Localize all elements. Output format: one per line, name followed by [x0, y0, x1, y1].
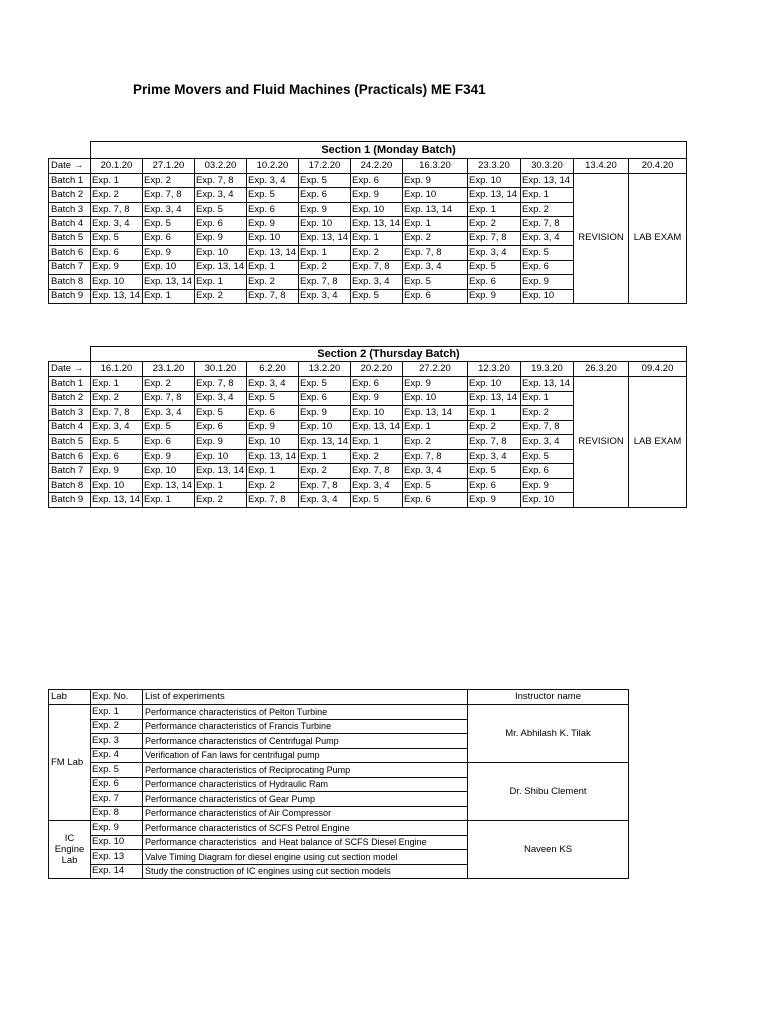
experiment-name: Performance characteristics of Gear Pump: [143, 792, 468, 807]
batch-experiment-cell: Exp. 13, 14: [299, 435, 351, 450]
exp-no: Exp. 10: [91, 835, 143, 850]
batch-experiment-cell: Exp. 7, 8: [403, 246, 468, 260]
batch-experiment-cell: Exp. 6: [91, 449, 143, 464]
batch-label: Batch 3: [49, 202, 91, 216]
batch-experiment-cell: Exp. 6: [299, 188, 351, 202]
batch-experiment-cell: Exp. 3, 4: [143, 406, 195, 421]
batch-experiment-cell: Exp. 7, 8: [468, 435, 521, 450]
experiment-name: Performance characteristics of Francis Turbine: [143, 719, 468, 734]
batch-experiment-cell: Exp. 2: [468, 217, 521, 231]
batch-experiment-cell: Exp. 7, 8: [299, 478, 351, 493]
experiment-name: Valve Timing Diagram for diesel engine using cut section model: [143, 850, 468, 865]
batch-experiment-cell: Exp. 6: [143, 231, 195, 245]
batch-experiment-cell: Exp. 2: [247, 275, 299, 289]
batch-experiment-cell: Exp. 2: [521, 406, 574, 421]
experiment-name: Performance characteristics of Reciprocating Pump: [143, 763, 468, 778]
batch-experiment-cell: Exp. 3, 4: [403, 260, 468, 274]
batch-experiment-cell: Exp. 2: [299, 464, 351, 479]
revision-cell: REVISION: [574, 174, 629, 304]
experiment-name: Performance characteristics and Heat balance of SCFS Diesel Engine: [143, 835, 468, 850]
batch-experiment-cell: Exp. 13, 14: [521, 174, 574, 188]
batch-label: Batch 1: [49, 174, 91, 188]
batch-experiment-cell: Exp. 13, 14: [468, 188, 521, 202]
batch-experiment-cell: Exp. 7, 8: [143, 188, 195, 202]
batch-experiment-cell: Exp. 10: [351, 406, 403, 421]
batch-experiment-cell: Exp. 10: [247, 231, 299, 245]
batch-experiment-cell: Exp. 13, 14: [195, 260, 247, 274]
exp-no: Exp. 14: [91, 864, 143, 879]
lab-header: Lab: [49, 690, 91, 705]
batch-experiment-cell: Exp. 3, 4: [91, 420, 143, 435]
batch-experiment-cell: Exp. 9: [91, 464, 143, 479]
batch-experiment-cell: Exp. 1: [143, 493, 195, 508]
experiment-name: Study the construction of IC engines using cut section models: [143, 864, 468, 879]
batch-experiment-cell: Exp. 5: [351, 493, 403, 508]
batch-experiment-cell: Exp. 3, 4: [247, 174, 299, 188]
batch-experiment-cell: Exp. 1: [351, 435, 403, 450]
section-heading-row: [49, 142, 687, 159]
date-cell: 16.1.20: [91, 362, 143, 377]
batch-experiment-cell: Exp. 3, 4: [468, 449, 521, 464]
batch-experiment-cell: Exp. 2: [91, 188, 143, 202]
batch-experiment-cell: Exp. 5: [403, 275, 468, 289]
batch-experiment-cell: Exp. 9: [247, 217, 299, 231]
batch-experiment-cell: Exp. 7, 8: [247, 289, 299, 303]
exp-no: Exp. 2: [91, 719, 143, 734]
exp-no: Exp. 3: [91, 734, 143, 749]
date-cell: 30.3.20: [521, 159, 574, 174]
batch-experiment-cell: Exp. 2: [403, 435, 468, 450]
experiment-name: Performance characteristics of Air Compressor: [143, 806, 468, 821]
batch-label: Batch 9: [49, 289, 91, 303]
date-cell: 20.2.20: [351, 362, 403, 377]
batch-experiment-cell: Exp. 3, 4: [468, 246, 521, 260]
date-cell: 13.2.20: [299, 362, 351, 377]
batch-experiment-cell: Exp. 9: [91, 260, 143, 274]
date-cell: 20.1.20: [91, 159, 143, 174]
batch-experiment-cell: Exp. 1: [91, 174, 143, 188]
section-heading: Section 1 (Monday Batch): [91, 142, 687, 159]
batch-experiment-cell: Exp. 9: [247, 420, 299, 435]
lab-name-fm: FM Lab: [49, 705, 91, 821]
corner-blank: [49, 142, 91, 159]
batch-experiment-cell: Exp. 10: [521, 289, 574, 303]
exp-no-header: Exp. No.: [91, 690, 143, 705]
date-cell: 24.2.20: [351, 159, 403, 174]
batch-experiment-cell: Exp. 13, 14: [351, 420, 403, 435]
experiment-row: [49, 821, 629, 836]
batch-label: Batch 5: [49, 231, 91, 245]
batch-experiment-cell: Exp. 7, 8: [91, 406, 143, 421]
batch-experiment-cell: Exp. 3, 4: [299, 289, 351, 303]
batch-experiment-cell: Exp. 5: [143, 217, 195, 231]
revision-cell: REVISION: [574, 377, 629, 508]
batch-experiment-cell: Exp. 6: [143, 435, 195, 450]
batch-experiment-cell: Exp. 7, 8: [247, 493, 299, 508]
batch-experiment-cell: Exp. 1: [468, 202, 521, 216]
batch-experiment-cell: Exp. 3, 4: [91, 217, 143, 231]
date-row: [49, 159, 687, 174]
exp-no: Exp. 13: [91, 850, 143, 865]
batch-experiment-cell: Exp. 13, 14: [403, 202, 468, 216]
batch-experiment-cell: Exp. 9: [468, 493, 521, 508]
batch-label: Batch 9: [49, 493, 91, 508]
batch-experiment-cell: Exp. 13, 14: [91, 289, 143, 303]
batch-experiment-cell: Exp. 9: [468, 289, 521, 303]
date-cell: 30.1.20: [195, 362, 247, 377]
batch-experiment-cell: Exp. 10: [468, 174, 521, 188]
exp-no: Exp. 5: [91, 763, 143, 778]
batch-experiment-cell: Exp. 13, 14: [299, 231, 351, 245]
exp-no: Exp. 1: [91, 705, 143, 720]
date-label: Date →: [49, 159, 91, 174]
batch-experiment-cell: Exp. 13, 14: [351, 217, 403, 231]
experiment-name: Performance characteristics of SCFS Petrol Engine: [143, 821, 468, 836]
experiment-name: Performance characteristics of Pelton Turbine: [143, 705, 468, 720]
batch-experiment-cell: Exp. 3, 4: [143, 202, 195, 216]
batch-label: Batch 4: [49, 217, 91, 231]
section-heading: Section 2 (Thursday Batch): [91, 347, 687, 362]
batch-experiment-cell: Exp. 9: [351, 391, 403, 406]
document-title: Prime Movers and Fluid Machines (Practicals) ME F341: [133, 82, 486, 97]
instructor-name: Naveen KS: [468, 821, 629, 879]
batch-experiment-cell: Exp. 7, 8: [403, 449, 468, 464]
batch-experiment-cell: Exp. 5: [351, 289, 403, 303]
batch-experiment-cell: Exp. 13, 14: [247, 449, 299, 464]
date-label: Date →: [49, 362, 91, 377]
batch-experiment-cell: Exp. 2: [351, 449, 403, 464]
batch-experiment-cell: Exp. 9: [143, 246, 195, 260]
batch-experiment-cell: Exp. 13, 14: [247, 246, 299, 260]
batch-experiment-cell: Exp. 6: [403, 493, 468, 508]
batch-experiment-cell: Exp. 5: [521, 449, 574, 464]
batch-experiment-cell: Exp. 2: [468, 420, 521, 435]
date-cell: 20.4.20: [629, 159, 687, 174]
batch-experiment-cell: Exp. 6: [468, 478, 521, 493]
batch-experiment-cell: Exp. 9: [403, 174, 468, 188]
batch-experiment-cell: Exp. 9: [521, 275, 574, 289]
experiments-table: [48, 689, 629, 879]
batch-label: Batch 2: [49, 188, 91, 202]
batch-experiment-cell: Exp. 3, 4: [351, 275, 403, 289]
batch-experiment-cell: Exp. 7, 8: [143, 391, 195, 406]
batch-experiment-cell: Exp. 10: [143, 464, 195, 479]
date-cell: 26.3.20: [574, 362, 629, 377]
batch-experiment-cell: Exp. 10: [195, 246, 247, 260]
batch-experiment-cell: Exp. 9: [521, 478, 574, 493]
batch-experiment-cell: Exp. 1: [195, 275, 247, 289]
exp-no: Exp. 4: [91, 748, 143, 763]
batch-experiment-cell: Exp. 9: [299, 406, 351, 421]
batch-experiment-cell: Exp. 6: [299, 391, 351, 406]
experiment-row: [49, 763, 629, 778]
experiment-name: Performance characteristics of Centrifugal Pump: [143, 734, 468, 749]
batch-experiment-cell: Exp. 3, 4: [521, 231, 574, 245]
batch-label: Batch 3: [49, 406, 91, 421]
batch-experiment-cell: Exp. 7, 8: [195, 377, 247, 392]
batch-experiment-cell: Exp. 7, 8: [195, 174, 247, 188]
batch-experiment-cell: Exp. 6: [521, 464, 574, 479]
batch-experiment-cell: Exp. 1: [351, 231, 403, 245]
batch-experiment-cell: Exp. 9: [299, 202, 351, 216]
batch-experiment-cell: Exp. 13, 14: [143, 478, 195, 493]
batch-label: Batch 8: [49, 275, 91, 289]
date-row: [49, 362, 687, 377]
experiment-row: [49, 705, 629, 720]
date-cell: 13.4.20: [574, 159, 629, 174]
batch-experiment-cell: Exp. 5: [468, 464, 521, 479]
batch-experiment-cell: Exp. 10: [299, 420, 351, 435]
batch-experiment-cell: Exp. 13, 14: [195, 464, 247, 479]
batch-experiment-cell: Exp. 2: [195, 289, 247, 303]
batch-experiment-cell: Exp. 2: [91, 391, 143, 406]
batch-experiment-cell: Exp. 1: [521, 188, 574, 202]
batch-experiment-cell: Exp. 10: [247, 435, 299, 450]
date-cell: 03.2.20: [195, 159, 247, 174]
experiment-list-header: List of experiments: [143, 690, 468, 705]
corner-blank: [49, 347, 91, 362]
batch-experiment-cell: Exp. 1: [195, 478, 247, 493]
batch-experiment-cell: Exp. 9: [195, 435, 247, 450]
batch-label: Batch 7: [49, 260, 91, 274]
batch-experiment-cell: Exp. 5: [521, 246, 574, 260]
batch-experiment-cell: Exp. 1: [247, 464, 299, 479]
batch-experiment-cell: Exp. 10: [91, 275, 143, 289]
batch-experiment-cell: Exp. 10: [351, 202, 403, 216]
batch-experiment-cell: Exp. 10: [91, 478, 143, 493]
batch-experiment-cell: Exp. 5: [403, 478, 468, 493]
batch-experiment-cell: Exp. 2: [521, 202, 574, 216]
batch-experiment-cell: Exp. 7, 8: [351, 464, 403, 479]
date-cell: 27.1.20: [143, 159, 195, 174]
batch-experiment-cell: Exp. 5: [195, 202, 247, 216]
batch-experiment-cell: Exp. 6: [351, 174, 403, 188]
batch-row: [49, 174, 687, 188]
batch-experiment-cell: Exp. 6: [247, 406, 299, 421]
batch-experiment-cell: Exp. 6: [195, 420, 247, 435]
instructor-name: Mr. Abhilash K. Tilak: [468, 705, 629, 763]
batch-label: Batch 5: [49, 435, 91, 450]
batch-experiment-cell: Exp. 5: [468, 260, 521, 274]
batch-experiment-cell: Exp. 9: [195, 231, 247, 245]
exp-no: Exp. 8: [91, 806, 143, 821]
batch-experiment-cell: Exp. 10: [468, 377, 521, 392]
batch-experiment-cell: Exp. 5: [143, 420, 195, 435]
batch-experiment-cell: Exp. 2: [143, 174, 195, 188]
batch-experiment-cell: Exp. 2: [247, 478, 299, 493]
batch-experiment-cell: Exp. 1: [403, 420, 468, 435]
batch-experiment-cell: Exp. 6: [247, 202, 299, 216]
batch-experiment-cell: Exp. 13, 14: [403, 406, 468, 421]
batch-experiment-cell: Exp. 7, 8: [468, 231, 521, 245]
section-heading-row: [49, 347, 687, 362]
exp-no: Exp. 6: [91, 777, 143, 792]
batch-experiment-cell: Exp. 9: [403, 377, 468, 392]
batch-experiment-cell: Exp. 13, 14: [143, 275, 195, 289]
batch-experiment-cell: Exp. 2: [195, 493, 247, 508]
lab-exam-cell: LAB EXAM: [629, 377, 687, 508]
batch-experiment-cell: Exp. 1: [403, 217, 468, 231]
date-cell: 12.3.20: [468, 362, 521, 377]
lab-exam-cell: LAB EXAM: [629, 174, 687, 304]
batch-experiment-cell: Exp. 5: [91, 435, 143, 450]
date-cell: 10.2.20: [247, 159, 299, 174]
batch-experiment-cell: Exp. 3, 4: [299, 493, 351, 508]
batch-experiment-cell: Exp. 13, 14: [468, 391, 521, 406]
instructor-name: Dr. Shibu Clement: [468, 763, 629, 821]
batch-experiment-cell: Exp. 1: [91, 377, 143, 392]
experiment-name: Verification of Fan laws for centrifugal pump: [143, 748, 468, 763]
date-cell: 27.2.20: [403, 362, 468, 377]
batch-experiment-cell: Exp. 6: [91, 246, 143, 260]
batch-experiment-cell: Exp. 5: [91, 231, 143, 245]
batch-experiment-cell: Exp. 1: [143, 289, 195, 303]
section-2-schedule-table: [48, 346, 687, 508]
batch-experiment-cell: Exp. 10: [143, 260, 195, 274]
exp-no: Exp. 9: [91, 821, 143, 836]
batch-experiment-cell: Exp. 5: [247, 188, 299, 202]
batch-experiment-cell: Exp. 5: [247, 391, 299, 406]
batch-label: Batch 4: [49, 420, 91, 435]
batch-experiment-cell: Exp. 13, 14: [91, 493, 143, 508]
batch-experiment-cell: Exp. 7, 8: [351, 260, 403, 274]
batch-experiment-cell: Exp. 7, 8: [521, 420, 574, 435]
batch-experiment-cell: Exp. 2: [403, 231, 468, 245]
batch-experiment-cell: Exp. 10: [195, 449, 247, 464]
batch-row: [49, 377, 687, 392]
batch-experiment-cell: Exp. 6: [403, 289, 468, 303]
batch-experiment-cell: Exp. 6: [351, 377, 403, 392]
batch-experiment-cell: Exp. 5: [299, 377, 351, 392]
batch-experiment-cell: Exp. 2: [351, 246, 403, 260]
batch-experiment-cell: Exp. 3, 4: [403, 464, 468, 479]
batch-experiment-cell: Exp. 1: [247, 260, 299, 274]
section-1-schedule-table: [48, 141, 687, 304]
date-cell: 09.4.20: [629, 362, 687, 377]
date-cell: 19.3.20: [521, 362, 574, 377]
batch-experiment-cell: Exp. 1: [468, 406, 521, 421]
batch-experiment-cell: Exp. 6: [468, 275, 521, 289]
date-cell: 17.2.20: [299, 159, 351, 174]
experiment-name: Performance characteristics of Hydraulic Ram: [143, 777, 468, 792]
date-cell: 16.3.20: [403, 159, 468, 174]
batch-experiment-cell: Exp. 7, 8: [299, 275, 351, 289]
batch-experiment-cell: Exp. 5: [299, 174, 351, 188]
lab-name-ic-engine: IC Engine Lab: [54, 832, 85, 866]
batch-experiment-cell: Exp. 10: [403, 188, 468, 202]
batch-experiment-cell: Exp. 10: [299, 217, 351, 231]
batch-label: Batch 6: [49, 449, 91, 464]
batch-experiment-cell: Exp. 3, 4: [521, 435, 574, 450]
batch-label: Batch 1: [49, 377, 91, 392]
batch-experiment-cell: Exp. 6: [521, 260, 574, 274]
batch-experiment-cell: Exp. 1: [299, 449, 351, 464]
batch-experiment-cell: Exp. 3, 4: [247, 377, 299, 392]
batch-experiment-cell: Exp. 3, 4: [195, 391, 247, 406]
batch-experiment-cell: Exp. 7, 8: [91, 202, 143, 216]
instructor-header: Instructor name: [468, 690, 629, 705]
batch-experiment-cell: Exp. 9: [143, 449, 195, 464]
batch-experiment-cell: Exp. 9: [351, 188, 403, 202]
batch-experiment-cell: Exp. 10: [521, 493, 574, 508]
batch-experiment-cell: Exp. 3, 4: [351, 478, 403, 493]
batch-experiment-cell: Exp. 2: [143, 377, 195, 392]
batch-experiment-cell: Exp. 1: [521, 391, 574, 406]
batch-label: Batch 8: [49, 478, 91, 493]
lab-cell-ic-engine: [49, 821, 91, 879]
batch-experiment-cell: Exp. 5: [195, 406, 247, 421]
batch-experiment-cell: Exp. 6: [195, 217, 247, 231]
batch-experiment-cell: Exp. 7, 8: [521, 217, 574, 231]
date-cell: 6.2.20: [247, 362, 299, 377]
batch-label: Batch 2: [49, 391, 91, 406]
experiments-header-row: [49, 690, 629, 705]
batch-label: Batch 7: [49, 464, 91, 479]
batch-experiment-cell: Exp. 13, 14: [521, 377, 574, 392]
batch-experiment-cell: Exp. 10: [403, 391, 468, 406]
batch-experiment-cell: Exp. 2: [299, 260, 351, 274]
date-cell: 23.1.20: [143, 362, 195, 377]
batch-experiment-cell: Exp. 3, 4: [195, 188, 247, 202]
batch-label: Batch 6: [49, 246, 91, 260]
date-cell: 23.3.20: [468, 159, 521, 174]
exp-no: Exp. 7: [91, 792, 143, 807]
batch-experiment-cell: Exp. 1: [299, 246, 351, 260]
